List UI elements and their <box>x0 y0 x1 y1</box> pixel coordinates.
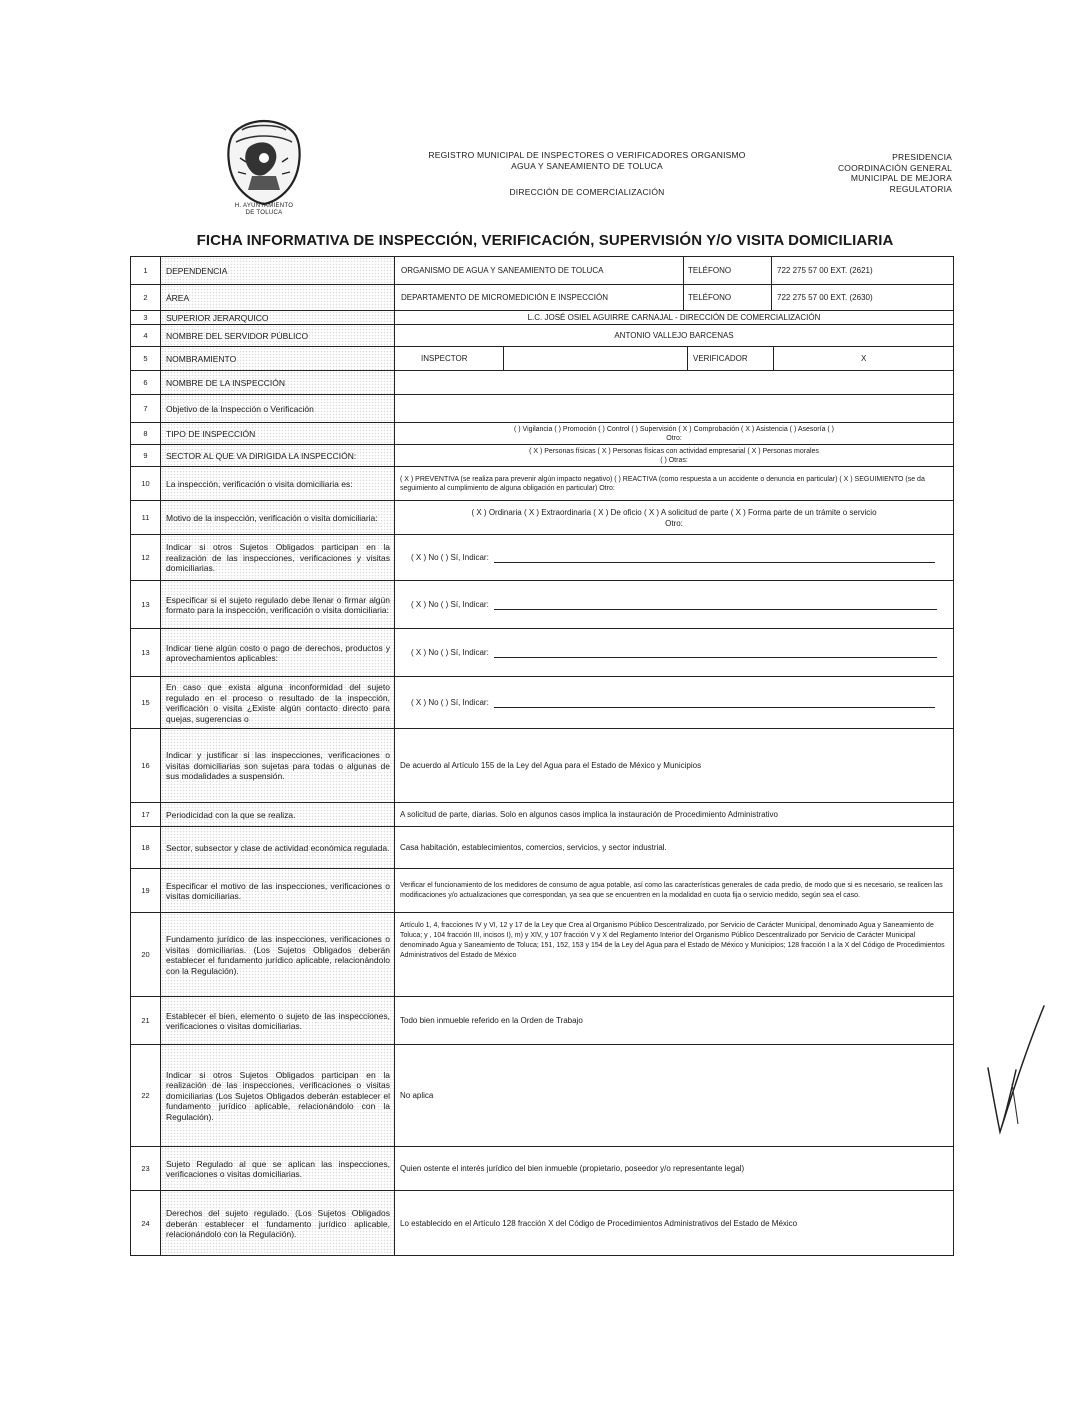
inspector-label: INSPECTOR <box>421 354 468 363</box>
row-value: ORGANISMO DE AGUA Y SANEAMIENTO DE TOLUCA <box>401 266 604 275</box>
row-number: 19 <box>131 869 161 912</box>
row-number: 11 <box>131 501 161 534</box>
row-label: SECTOR AL QUE VA DIRIGIDA LA INSPECCIÓN: <box>161 445 395 466</box>
row-value <box>395 371 953 394</box>
handwritten-signature <box>982 1000 1052 1140</box>
row-number: 12 <box>131 535 161 580</box>
row-number: 9 <box>131 445 161 466</box>
header-direction-line: DIRECCIÓN DE COMERCIALIZACIÓN <box>509 187 665 197</box>
row-label: Fundamento jurídico de las inspecciones, verificaciones o visitas domiciliarias. (Los Sujetos Obligados deberán establecer el fundamento jurídico aplicable, relacionándolo con la Regulación). <box>161 913 395 996</box>
row-value: ( ) Vigilancia ( ) Promoción ( ) Control ( ) Supervisión ( X ) Comprobación ( X ) Asistencia ( ) Asesoría ( ) <box>513 425 835 433</box>
row-number: 17 <box>131 803 161 826</box>
row-number: 7 <box>131 395 161 422</box>
row-other: ( ) Otras: <box>660 456 688 464</box>
row-value: ANTONIO VALLEJO BARCENAS <box>614 331 734 340</box>
row-value: DEPARTAMENTO DE MICROMEDICIÓN E INSPECCIÓN <box>401 293 608 302</box>
row-number: 3 <box>131 311 161 324</box>
form-row-motivo <box>131 500 953 534</box>
verificador-mark: X <box>861 354 867 363</box>
row-value: Verificar el funcionamiento de los medidores de consumo de agua potable, así como las características generales de cada predio, de modo que si es necesario, se realicen las modificaciones y/o actualizaciones que correspondan, ya sea que se encuentren en la modalidad en cuota fija o servicio medido, según sea el caso. <box>400 881 943 899</box>
row-number: 16 <box>131 729 161 802</box>
row-label: Sujeto Regulado al que se aplican las inspecciones, verificaciones o visitas domiciliarias. <box>161 1147 395 1190</box>
row-label: En caso que exista alguna inconformidad del sujeto regulado en el proceso o resultado de la inspección, verificación o visita ¿Existe algún contacto directo para quejas, sugerencias o <box>161 677 395 728</box>
row-value: Lo establecido en el Artículo 128 fracción X del Código de Procedimientos Administrativos del Estado de México <box>400 1219 798 1228</box>
row-number: 20 <box>131 913 161 996</box>
form-row-nombramiento <box>131 346 953 370</box>
row-other: Otro: <box>666 434 682 442</box>
row-label: Indicar si otros Sujetos Obligados participan en la realización de las inspecciones, verificaciones o visitas domiciliarias (Los Sujetos Obligados deberán establecer el fundamento jurídico aplicable, relacionándolo con la Regulación). <box>161 1045 395 1146</box>
inspection-form-table <box>130 256 954 1256</box>
form-row-servidor <box>131 324 953 346</box>
form-row-superior <box>131 310 953 324</box>
form-row-dependencia <box>131 256 953 284</box>
form-row-otros-fundamento <box>131 1044 953 1146</box>
verificador-label: VERIFICADOR <box>693 354 748 363</box>
form-row-otros-sujetos <box>131 534 953 580</box>
row-number: 5 <box>131 347 161 370</box>
row-label: Sector, subsector y clase de actividad económica regulada. <box>161 827 395 868</box>
row-other: Otro: <box>665 518 683 528</box>
row-number: 4 <box>131 325 161 346</box>
document-title: FICHA INFORMATIVA DE INSPECCIÓN, VERIFICACIÓN, SUPERVISIÓN Y/O VISITA DOMICILIARIA <box>196 232 894 249</box>
row-value: ( X ) Personas físicas ( X ) Personas físicas con actividad empresarial ( X ) Personas morales <box>529 447 819 455</box>
row-value: ( X ) No ( ) Sí, Indicar: <box>411 600 489 609</box>
header-center-block <box>392 150 782 198</box>
form-row-inconformidad <box>131 676 953 728</box>
row-number: 15 <box>131 677 161 728</box>
row-value: ( X ) No ( ) Sí, Indicar: <box>411 553 489 562</box>
row-value: ( X ) No ( ) Sí, Indicar: <box>411 648 489 657</box>
row-label: Indicar tiene algún costo o pago de derechos, productos y aprovechamientos aplicables: <box>161 629 395 676</box>
row-number: 10 <box>131 467 161 500</box>
row-label: Especificar el motivo de las inspecciones, verificaciones o visitas domiciliarias. <box>161 869 395 912</box>
row-number: 13 <box>131 581 161 628</box>
phone-value: 722 275 57 00 EXT. (2621) <box>777 266 873 275</box>
form-row-motivo-visitas <box>131 868 953 912</box>
row-value: De acuerdo al Artículo 155 de la Ley del Agua para el Estado de México y Municipios <box>400 761 702 770</box>
row-label: Indicar y justificar si las inspecciones, verificaciones o visitas domiciliarias son sujetas para todas o algunas de sus modalidades a suspensión. <box>161 729 395 802</box>
row-value: ( X ) No ( ) Sí, Indicar: <box>411 698 489 707</box>
row-label: NOMBRAMIENTO <box>161 347 395 370</box>
row-number: 13 <box>131 629 161 676</box>
form-row-nombre-inspeccion <box>131 370 953 394</box>
row-label: DEPENDENCIA <box>161 257 395 284</box>
row-label: Establecer el bien, elemento o sujeto de las inspecciones, verificaciones o visitas domiciliarias. <box>161 997 395 1044</box>
form-row-formato <box>131 580 953 628</box>
row-number: 24 <box>131 1191 161 1256</box>
row-number: 2 <box>131 285 161 310</box>
row-label: Especificar si el sujeto regulado debe llenar o firmar algún formato para la inspección, verificación o visita domiciliaria: <box>161 581 395 628</box>
row-number: 8 <box>131 423 161 444</box>
row-number: 6 <box>131 371 161 394</box>
form-row-costo <box>131 628 953 676</box>
row-value <box>395 395 953 422</box>
row-label: TIPO DE INSPECCIÓN <box>161 423 395 444</box>
row-label: Indicar si otros Sujetos Obligados participan en la realización de las inspecciones, verificaciones y visitas domiciliarias. <box>161 535 395 580</box>
phone-label: TELÉFONO <box>688 293 732 302</box>
row-label: NOMBRE DE LA INSPECCIÓN <box>161 371 395 394</box>
row-number: 22 <box>131 1045 161 1146</box>
row-value: Casa habitación, establecimientos, comercios, servicios, y sector industrial. <box>400 843 667 852</box>
form-row-tipo-visita <box>131 466 953 500</box>
row-label: NOMBRE DEL SERVIDOR PÚBLICO <box>161 325 395 346</box>
form-row-periodicidad <box>131 802 953 826</box>
form-row-tipo <box>131 422 953 444</box>
row-label: Objetivo de la Inspección o Verificación <box>161 395 395 422</box>
form-row-sector-actividad <box>131 826 953 868</box>
row-value: ( X ) PREVENTIVA (se realiza para prevenir algún impacto negativo) ( ) REACTIVA (como respuesta a un accidente o denuncia en particular) ( X ) SEGUIMIENTO (se da seguimiento al cumplimiento de alguna obligación en particular) Otro: <box>400 475 925 492</box>
form-row-sujeto-regulado <box>131 1146 953 1190</box>
row-number: 1 <box>131 257 161 284</box>
phone-value: 722 275 57 00 EXT. (2630) <box>777 293 873 302</box>
row-label: ÁREA <box>161 285 395 310</box>
row-value: Todo bien inmueble referido en la Orden de Trabajo <box>400 1016 583 1025</box>
header-register-line: REGISTRO MUNICIPAL DE INSPECTORES O VERIFICADORES ORGANISMO <box>428 150 746 160</box>
row-label: Derechos del sujeto regulado. (Los Sujetos Obligados deberán establecer el fundamento jurídico aplicable, relacionándolo con la Regulación). <box>161 1191 395 1256</box>
row-value: Quien ostente el interés jurídico del bien inmueble (propietario, poseedor y/o representante legal) <box>400 1164 745 1173</box>
row-label: La inspección, verificación o visita domiciliaria es: <box>161 467 395 500</box>
seal-caption: H. AYUNTAMIENTO DE TOLUCA <box>234 203 294 216</box>
row-number: 23 <box>131 1147 161 1190</box>
form-row-derechos <box>131 1190 953 1256</box>
row-value: No aplica <box>400 1091 434 1100</box>
row-value: A solicitud de parte, diarias. Solo en algunos casos implica la instauración de Procedimiento Administrativo <box>400 810 778 819</box>
form-row-fundamento <box>131 912 953 996</box>
form-row-sector <box>131 444 953 466</box>
row-value: L.C. JOSÉ OSIEL AGUIRRE CARNAJAL - DIRECCIÓN DE COMERCIALIZACIÓN <box>527 313 821 322</box>
header-right-block: PRESIDENCIA COORDINACIÓN GENERAL MUNICIPAL DE MEJORA REGULATORIA <box>837 152 952 194</box>
row-number: 21 <box>131 997 161 1044</box>
phone-label: TELÉFONO <box>688 266 732 275</box>
row-value: Artículo 1, 4, fracciones IV y VI, 12 y 17 de la Ley que Crea al Organismo Público Descentralizado, por Servicio de Carácter Municipal, denominado Agua y Saneamiento de Toluca; y , 104 fracción III, incisos I), m) y XIV, y 107 fracción V y X del Reglamento Interior del Organismo Público Descentralizado por Servicio de Carácter Municipal denominado Agua y Saneamiento de Toluca; 151, 152, 153 y 154 de la Ley del Agua para el Estado de México y Municipios; 128 fracción I a la X del Código de Procedimientos Administrativos del Estado de México <box>400 922 945 959</box>
row-label: SUPERIOR JERARQUICO <box>161 311 395 324</box>
row-label: Motivo de la inspección, verificación o visita domiciliaria: <box>161 501 395 534</box>
form-row-bien <box>131 996 953 1044</box>
form-row-objetivo <box>131 394 953 422</box>
form-row-suspension <box>131 728 953 802</box>
row-value: ( X ) Ordinaria ( X ) Extraordinaria ( X ) De oficio ( X ) A solicitud de parte ( X ) Forma parte de un trámite o servicio <box>471 507 877 517</box>
row-label: Periodicidad con la que se realiza. <box>161 803 395 826</box>
form-row-area <box>131 284 953 310</box>
header-organism-line: AGUA Y SANEAMIENTO DE TOLUCA <box>511 161 663 171</box>
row-number: 18 <box>131 827 161 868</box>
